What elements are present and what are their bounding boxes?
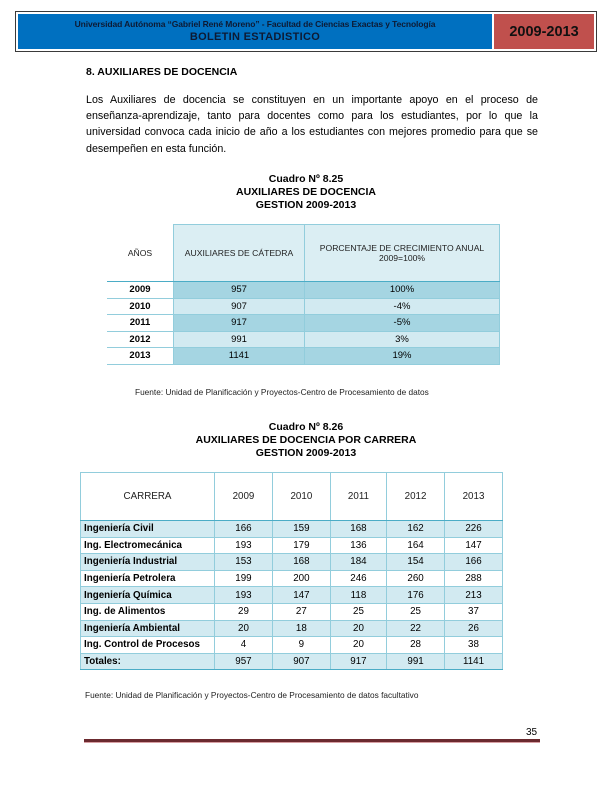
table-row [107, 315, 500, 332]
cell-2012: 154 [387, 554, 445, 571]
table-row [107, 282, 500, 299]
cell-pct: 3% [305, 331, 500, 348]
cell-2012: 164 [387, 537, 445, 554]
cell-aux: 907 [174, 298, 305, 315]
cell-2011: 20 [330, 620, 386, 637]
cell-total-2011: 917 [330, 653, 386, 670]
cell-2012: 260 [387, 570, 445, 587]
cell-aux: 1141 [174, 348, 305, 365]
cell-2011: 168 [330, 521, 386, 538]
cell-2010: 147 [272, 587, 330, 604]
cell-2013: 213 [445, 587, 503, 604]
cell-total-2010: 907 [272, 653, 330, 670]
cell-carrera: Ingeniería Ambiental [81, 620, 215, 637]
table-row [81, 537, 503, 554]
table-auxiliares-docencia [107, 224, 500, 365]
table-row [107, 298, 500, 315]
col-header-auxiliares: AUXILIARES DE CÁTEDRA [174, 225, 305, 282]
cell-2009: 193 [215, 587, 273, 604]
cell-2010: 27 [272, 603, 330, 620]
cell-2013: 37 [445, 603, 503, 620]
cell-year: 2013 [107, 348, 174, 365]
cell-carrera: Ingeniería Petrolera [81, 570, 215, 587]
page-header [15, 11, 597, 52]
cell-2009: 29 [215, 603, 273, 620]
cell-aux: 991 [174, 331, 305, 348]
cell-2009: 166 [215, 521, 273, 538]
col-header-2012: 2012 [387, 473, 445, 521]
cell-pct: 100% [305, 282, 500, 299]
col-header-porcentaje-line1: PORCENTAJE DE CRECIMIENTO ANUAL [319, 243, 485, 253]
totals-row [81, 653, 503, 670]
cell-year: 2011 [107, 315, 174, 332]
cell-pct: 19% [305, 348, 500, 365]
cell-totales-label: Totales: [81, 653, 215, 670]
table1-source: Fuente: Unidad de Planificación y Proyectos-Centro de Procesamiento de datos [135, 387, 429, 397]
table-row [81, 587, 503, 604]
cell-carrera: Ingeniería Química [81, 587, 215, 604]
col-header-carrera: CARRERA [81, 473, 215, 521]
table-row [107, 348, 500, 365]
cell-2013: 166 [445, 554, 503, 571]
cell-2011: 136 [330, 537, 386, 554]
cell-pct: -4% [305, 298, 500, 315]
header-university: Universidad Autónoma “Gabriel René Moreno” - Facultad de Ciencias Exactas y Tecnología [74, 19, 436, 29]
header-title: BOLETIN ESTADISTICO [189, 31, 321, 43]
col-header-2011: 2011 [330, 473, 386, 521]
cell-pct: -5% [305, 315, 500, 332]
cell-2010: 168 [272, 554, 330, 571]
cell-2011: 246 [330, 570, 386, 587]
section-title: 8. AUXILIARES DE DOCENCIA [86, 66, 238, 78]
table1-caption-title: AUXILIARES DE DOCENCIA [235, 186, 376, 198]
col-header-porcentaje-line2: 2009=100% [378, 253, 426, 263]
table-row [81, 603, 503, 620]
header-banner [18, 14, 494, 49]
table2-caption-period: GESTION 2009-2013 [255, 447, 357, 459]
cell-year: 2012 [107, 331, 174, 348]
cell-carrera: Ingeniería Civil [81, 521, 215, 538]
cell-2013: 226 [445, 521, 503, 538]
table2-caption-number: Cuadro Nº 8.26 [268, 421, 344, 433]
table-auxiliares-por-carrera [80, 472, 503, 670]
cell-total-2009: 957 [215, 653, 273, 670]
table-row [81, 554, 503, 571]
table2-caption-title: AUXILIARES DE DOCENCIA POR CARRERA [195, 434, 417, 446]
table-row [81, 521, 503, 538]
col-header-anios: AÑOS [107, 225, 174, 282]
cell-carrera: Ing. Electromecánica [81, 537, 215, 554]
cell-2011: 25 [330, 603, 386, 620]
cell-2011: 118 [330, 587, 386, 604]
cell-total-2012: 991 [387, 653, 445, 670]
col-header-2009: 2009 [215, 473, 273, 521]
table-row [81, 570, 503, 587]
table-row [81, 620, 503, 637]
cell-2012: 25 [387, 603, 445, 620]
col-header-2013: 2013 [445, 473, 503, 521]
cell-2009: 199 [215, 570, 273, 587]
header-years-box [494, 14, 594, 49]
cell-carrera: Ing. de Alimentos [81, 603, 215, 620]
table1-caption-number: Cuadro Nº 8.25 [268, 173, 344, 185]
table2-source: Fuente: Unidad de Planificación y Proyectos-Centro de Procesamiento de datos facultativo [85, 690, 419, 700]
cell-total-2013: 1141 [445, 653, 503, 670]
cell-2011: 184 [330, 554, 386, 571]
cell-2012: 28 [387, 637, 445, 654]
cell-carrera: Ingeniería Industrial [81, 554, 215, 571]
cell-aux: 957 [174, 282, 305, 299]
cell-2010: 18 [272, 620, 330, 637]
cell-2010: 200 [272, 570, 330, 587]
col-header-porcentaje [305, 225, 500, 282]
cell-2012: 22 [387, 620, 445, 637]
cell-2013: 147 [445, 537, 503, 554]
cell-carrera: Ing. Control de Procesos [81, 637, 215, 654]
cell-2010: 179 [272, 537, 330, 554]
cell-2012: 176 [387, 587, 445, 604]
intro-paragraph: Los Auxiliares de docencia se constituyen en un importante apoyo en el proceso de enseñanza-aprendizaje, tanto para docentes como para los estudiantes, por lo que la universidad convoca cada inicio de año a los estudiantes con mejores promedio para que se desempeñen en esta función. [86, 94, 538, 155]
footer-rule-shadow [84, 742, 540, 743]
page-number: 35 [526, 727, 538, 738]
cell-2013: 288 [445, 570, 503, 587]
cell-2013: 38 [445, 637, 503, 654]
table1-caption-period: GESTION 2009-2013 [255, 199, 357, 211]
cell-2009: 193 [215, 537, 273, 554]
cell-aux: 917 [174, 315, 305, 332]
cell-2009: 4 [215, 637, 273, 654]
cell-2010: 9 [272, 637, 330, 654]
header-years: 2009-2013 [509, 23, 579, 40]
cell-year: 2010 [107, 298, 174, 315]
cell-2009: 153 [215, 554, 273, 571]
cell-2009: 20 [215, 620, 273, 637]
cell-2012: 162 [387, 521, 445, 538]
col-header-2010: 2010 [272, 473, 330, 521]
table-row [107, 331, 500, 348]
cell-year: 2009 [107, 282, 174, 299]
table-row [81, 637, 503, 654]
cell-2011: 20 [330, 637, 386, 654]
cell-2010: 159 [272, 521, 330, 538]
cell-2013: 26 [445, 620, 503, 637]
